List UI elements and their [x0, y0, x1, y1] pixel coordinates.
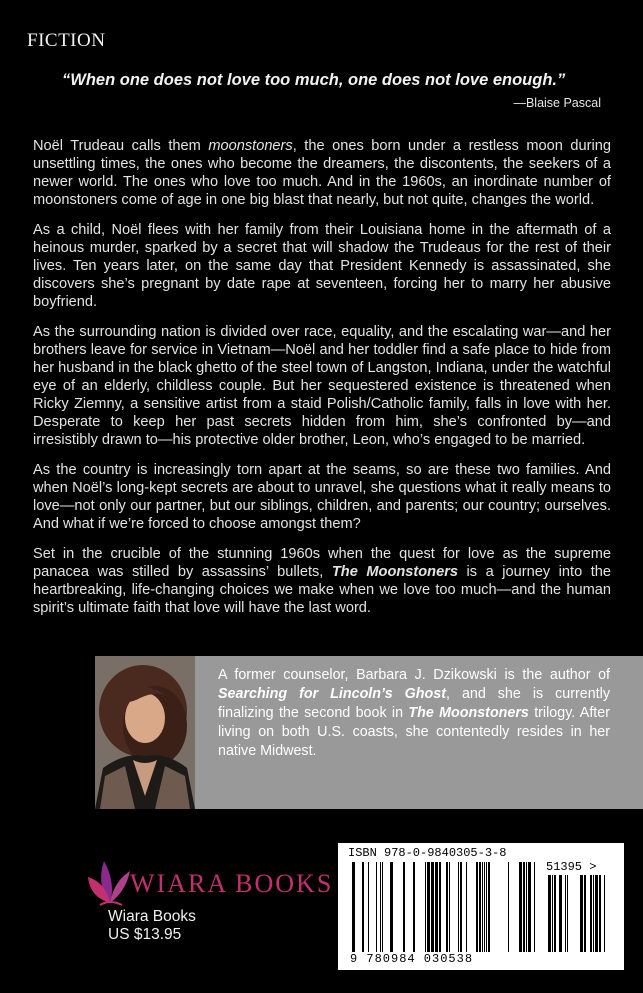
- publisher-info: [108, 908, 196, 944]
- barcode-bar: [523, 862, 525, 952]
- barcode-bar: [460, 862, 462, 952]
- blurb-paragraph-5: Set in the crucible of the stunning 1960s when the quest for love as the supreme panacea was stilled by assassins’ bullets, The Moonstoners is a journey into the heartbreaking, life-changing choices we make when we love too much—and the human spirit’s ultimate faith that love will have the last word.: [33, 546, 611, 616]
- back-cover-blurb: [33, 137, 611, 629]
- barcode-bar: [552, 875, 553, 952]
- barcode-bar: [352, 862, 355, 952]
- ean-barcode: [352, 862, 540, 952]
- barcode-bar: [565, 875, 566, 952]
- barcode-bar: [376, 862, 377, 952]
- epigraph-quote: “When one does not love too much, one does not love enough.”: [62, 71, 566, 89]
- barcode-bar: [435, 862, 438, 952]
- barcode-bar: [554, 875, 556, 952]
- barcode-bar: [390, 862, 393, 952]
- barcode-bar: [488, 862, 490, 952]
- barcode-bar: [584, 875, 586, 952]
- price-code: 51395 >: [546, 860, 597, 874]
- blurb-paragraph-4: As the country is increasingly torn apart at the seams, so are these two families. And when Noël’s long-kept secrets are about to unravel, she questions what it really means to love—not only our partner, but our siblings, children, and parents; our country; ourselves. And what if we’re forced to choose amongst them?: [33, 462, 611, 532]
- barcode-bar: [482, 862, 483, 952]
- barcode-bar: [449, 862, 450, 952]
- barcode-bar: [567, 875, 568, 952]
- barcode-bar: [519, 862, 522, 952]
- barcode-bar: [403, 862, 405, 952]
- book-title-lincoln: Searching for Lincoln’s Ghost: [218, 686, 446, 702]
- barcode-bar: [590, 875, 592, 952]
- barcode-bar: [479, 862, 481, 952]
- barcode-bar: [439, 862, 441, 952]
- blurb-paragraph-1: Noël Trudeau calls them moonstoners, the ones born under a restless moon during unsettling times, the ones who become the dreamers, the discontents, the seekers of a newer world. The ones who love too much. And in the 1960s, an inordinate number of moonstoners come of age in one big blast that nearly, but not quite, changes the world.: [33, 138, 611, 208]
- barcode-bar: [528, 862, 531, 952]
- blurb-paragraph-3: As the surrounding nation is divided over race, equality, and the escalating war—and her brothers leave for service in Vietnam—Noël and her toddler find a safe place to hide from her husband in the black ghetto of the steel town of Langston, Indiana, under the watchful eye of an elderly, childless couple. But her sequestered existence is threatened when Ricky Ziemny, a sensitive artist from a staid Polish/Catholic family, falls in love with her. Desperate to keep her past secrets hidden from him, she’s confronted by—and irresistibly drawn to—his protective older brother, Leon, who’s engaged to be married.: [33, 324, 611, 448]
- epigraph-attribution: —Blaise Pascal: [513, 96, 601, 110]
- publisher-name: Wiara Books: [108, 908, 196, 925]
- addon-barcode: [548, 875, 612, 952]
- blurb-paragraph-2: As a child, Noël flees with her family from their Louisiana home in the aftermath of a heinous murder, sparked by a secret that will shadow the Trudeaus for the rest of their lives. Ten years later, on the same day that President Kennedy is assassinated, she discovers she’s pregnant by date rape at seventeen, forcing her to marry her abusive boyfriend.: [33, 222, 611, 310]
- barcode-bar: [580, 875, 583, 952]
- barcode-bar: [380, 862, 381, 952]
- genre-label: FICTION: [27, 30, 106, 51]
- barcode-bar: [484, 862, 485, 952]
- barcode-bar: [368, 862, 369, 952]
- author-bio-text: A former counselor, Barbara J. Dzikowski is the author of Searching for Lincoln’s Ghost, and she is currently finalizing the second book in The Moonstoners trilogy. After living on both U.S. coasts, she contentedly resides in her native Midwest.: [218, 667, 610, 759]
- barcode-bar: [548, 875, 551, 952]
- barcode-bar: [382, 862, 383, 952]
- book-title-moonstoners: The Moonstoners: [408, 705, 529, 721]
- barcode-bar: [413, 862, 415, 952]
- barcode-bar: [446, 862, 448, 952]
- barcode-bar: [534, 862, 535, 952]
- barcode-bar: [362, 862, 364, 952]
- ean-digits: 9 780984 030538: [350, 952, 474, 966]
- barcode-bar: [599, 875, 601, 952]
- barcode-bar: [458, 862, 459, 952]
- book-price: US $13.95: [108, 926, 182, 943]
- barcode-bar: [526, 862, 527, 952]
- barcode-bar: [559, 875, 562, 952]
- barcode-bar: [466, 862, 467, 952]
- barcode-bar: [427, 862, 430, 952]
- isbn-label: ISBN 978-0-9840305-3-8: [348, 846, 507, 860]
- barcode-bar: [486, 862, 487, 952]
- barcode-bar: [431, 862, 434, 952]
- barcode-bar: [425, 862, 426, 952]
- barcode-bar: [595, 875, 598, 952]
- barcode-bar: [508, 862, 509, 952]
- barcode-bar: [604, 875, 605, 952]
- barcode-bar: [476, 862, 478, 952]
- publisher-logo-text: WIARA BOOKS: [130, 869, 334, 898]
- barcode-bar: [593, 875, 594, 952]
- author-photo: [95, 656, 195, 809]
